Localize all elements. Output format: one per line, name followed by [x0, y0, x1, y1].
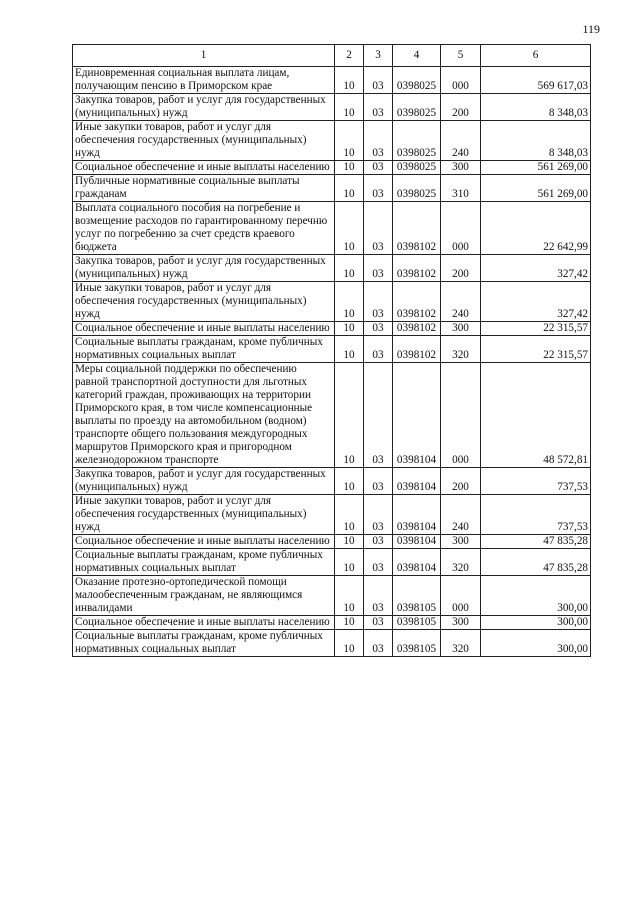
row-section: 10 — [335, 67, 364, 94]
row-section: 10 — [335, 363, 364, 468]
row-target-code: 0398025 — [393, 67, 441, 94]
row-section: 10 — [335, 175, 364, 202]
table-row — [73, 468, 591, 495]
row-target-code: 0398025 — [393, 175, 441, 202]
table-row — [73, 322, 591, 336]
row-subsection: 03 — [364, 336, 393, 363]
row-name: Закупка товаров, работ и услуг для государственных (муниципальных) нужд — [73, 255, 335, 282]
row-expense-type: 320 — [441, 336, 481, 363]
row-target-code: 0398102 — [393, 202, 441, 255]
row-section: 10 — [335, 322, 364, 336]
row-target-code: 0398105 — [393, 576, 441, 616]
row-amount: 300,00 — [481, 576, 591, 616]
row-target-code: 0398105 — [393, 616, 441, 630]
row-target-code: 0398102 — [393, 282, 441, 322]
row-amount: 47 835,28 — [481, 549, 591, 576]
table-row — [73, 94, 591, 121]
row-name: Закупка товаров, работ и услуг для государственных (муниципальных) нужд — [73, 94, 335, 121]
row-subsection: 03 — [364, 322, 393, 336]
row-subsection: 03 — [364, 161, 393, 175]
row-expense-type: 300 — [441, 616, 481, 630]
row-name: Единовременная социальная выплата лицам, получающим пенсию в Приморском крае — [73, 67, 335, 94]
row-target-code: 0398025 — [393, 161, 441, 175]
row-expense-type: 310 — [441, 175, 481, 202]
row-target-code: 0398102 — [393, 322, 441, 336]
table-row — [73, 121, 591, 161]
row-section: 10 — [335, 336, 364, 363]
row-target-code: 0398104 — [393, 468, 441, 495]
row-section: 10 — [335, 121, 364, 161]
header-col-3: 3 — [364, 45, 393, 67]
table-row — [73, 161, 591, 175]
row-name: Социальное обеспечение и иные выплаты населению — [73, 535, 335, 549]
row-name: Меры социальной поддержки по обеспечению равной транспортной доступности для льготных категорий граждан, проживающих на территории Приморского края, в том числе компенсационные выплаты по проезду на автомобильном (водном) транспорте общего пользования междугородных маршрутов Приморского края и пригородном железнодорожном транспорте — [73, 363, 335, 468]
row-expense-type: 000 — [441, 576, 481, 616]
table-row — [73, 255, 591, 282]
header-col-5: 5 — [441, 45, 481, 67]
row-target-code: 0398025 — [393, 94, 441, 121]
budget-table — [72, 44, 591, 657]
row-section: 10 — [335, 535, 364, 549]
row-amount: 22 315,57 — [481, 322, 591, 336]
row-target-code: 0398104 — [393, 535, 441, 549]
row-subsection: 03 — [364, 616, 393, 630]
row-name: Оказание протезно-ортопедической помощи малообеспеченным гражданам, не являющимся инвалидами — [73, 576, 335, 616]
header-col-2: 2 — [335, 45, 364, 67]
row-amount: 327,42 — [481, 282, 591, 322]
row-section: 10 — [335, 468, 364, 495]
row-expense-type: 200 — [441, 468, 481, 495]
table-row — [73, 549, 591, 576]
table-row — [73, 67, 591, 94]
row-amount: 300,00 — [481, 630, 591, 657]
row-section: 10 — [335, 616, 364, 630]
row-name: Социальное обеспечение и иные выплаты населению — [73, 161, 335, 175]
header-col-4: 4 — [393, 45, 441, 67]
table-row — [73, 175, 591, 202]
row-expense-type: 300 — [441, 535, 481, 549]
row-section: 10 — [335, 255, 364, 282]
table-row — [73, 282, 591, 322]
row-name: Социальные выплаты гражданам, кроме публичных нормативных социальных выплат — [73, 549, 335, 576]
row-target-code: 0398104 — [393, 363, 441, 468]
row-amount: 569 617,03 — [481, 67, 591, 94]
table-row — [73, 535, 591, 549]
row-expense-type: 300 — [441, 322, 481, 336]
row-amount: 22 642,99 — [481, 202, 591, 255]
row-expense-type: 240 — [441, 495, 481, 535]
table-header-row — [73, 45, 591, 67]
row-subsection: 03 — [364, 495, 393, 535]
table-row — [73, 202, 591, 255]
row-amount: 327,42 — [481, 255, 591, 282]
row-subsection: 03 — [364, 94, 393, 121]
row-subsection: 03 — [364, 255, 393, 282]
row-section: 10 — [335, 161, 364, 175]
row-subsection: 03 — [364, 202, 393, 255]
row-amount: 561 269,00 — [481, 175, 591, 202]
page-number: 119 — [582, 22, 600, 36]
row-expense-type: 000 — [441, 67, 481, 94]
row-amount: 8 348,03 — [481, 121, 591, 161]
row-amount: 47 835,28 — [481, 535, 591, 549]
row-section: 10 — [335, 576, 364, 616]
row-amount: 561 269,00 — [481, 161, 591, 175]
row-expense-type: 300 — [441, 161, 481, 175]
row-expense-type: 240 — [441, 282, 481, 322]
row-expense-type: 000 — [441, 202, 481, 255]
row-target-code: 0398102 — [393, 255, 441, 282]
row-amount: 22 315,57 — [481, 336, 591, 363]
table-row — [73, 336, 591, 363]
row-target-code: 0398104 — [393, 549, 441, 576]
row-expense-type: 000 — [441, 363, 481, 468]
header-col-6: 6 — [481, 45, 591, 67]
row-amount: 737,53 — [481, 468, 591, 495]
row-section: 10 — [335, 495, 364, 535]
row-expense-type: 240 — [441, 121, 481, 161]
table-row — [73, 363, 591, 468]
row-amount: 8 348,03 — [481, 94, 591, 121]
row-amount: 737,53 — [481, 495, 591, 535]
row-section: 10 — [335, 630, 364, 657]
row-expense-type: 320 — [441, 549, 481, 576]
row-subsection: 03 — [364, 535, 393, 549]
row-target-code: 0398105 — [393, 630, 441, 657]
row-subsection: 03 — [364, 363, 393, 468]
row-subsection: 03 — [364, 282, 393, 322]
row-name: Выплата социального пособия на погребение и возмещение расходов по гарантированному перечню услуг по погребению за счет средств краевого бюджета — [73, 202, 335, 255]
row-target-code: 0398102 — [393, 336, 441, 363]
row-section: 10 — [335, 94, 364, 121]
row-subsection: 03 — [364, 468, 393, 495]
row-subsection: 03 — [364, 630, 393, 657]
row-target-code: 0398025 — [393, 121, 441, 161]
row-name: Иные закупки товаров, работ и услуг для обеспечения государственных (муниципальных) нужд — [73, 495, 335, 535]
row-subsection: 03 — [364, 549, 393, 576]
table-row — [73, 630, 591, 657]
row-name: Социальное обеспечение и иные выплаты населению — [73, 322, 335, 336]
row-name: Социальные выплаты гражданам, кроме публичных нормативных социальных выплат — [73, 336, 335, 363]
row-section: 10 — [335, 549, 364, 576]
row-name: Иные закупки товаров, работ и услуг для обеспечения государственных (муниципальных) нужд — [73, 282, 335, 322]
row-name: Закупка товаров, работ и услуг для государственных (муниципальных) нужд — [73, 468, 335, 495]
row-subsection: 03 — [364, 121, 393, 161]
row-expense-type: 320 — [441, 630, 481, 657]
table-row — [73, 495, 591, 535]
row-name: Социальное обеспечение и иные выплаты населению — [73, 616, 335, 630]
row-subsection: 03 — [364, 576, 393, 616]
row-name: Публичные нормативные социальные выплаты гражданам — [73, 175, 335, 202]
row-section: 10 — [335, 202, 364, 255]
row-section: 10 — [335, 282, 364, 322]
row-name: Иные закупки товаров, работ и услуг для обеспечения государственных (муниципальных) нужд — [73, 121, 335, 161]
row-expense-type: 200 — [441, 94, 481, 121]
row-amount: 300,00 — [481, 616, 591, 630]
row-target-code: 0398104 — [393, 495, 441, 535]
row-subsection: 03 — [364, 175, 393, 202]
header-col-1: 1 — [73, 45, 335, 67]
row-amount: 48 572,81 — [481, 363, 591, 468]
row-subsection: 03 — [364, 67, 393, 94]
row-name: Социальные выплаты гражданам, кроме публичных нормативных социальных выплат — [73, 630, 335, 657]
table-row — [73, 576, 591, 616]
table-row — [73, 616, 591, 630]
row-expense-type: 200 — [441, 255, 481, 282]
